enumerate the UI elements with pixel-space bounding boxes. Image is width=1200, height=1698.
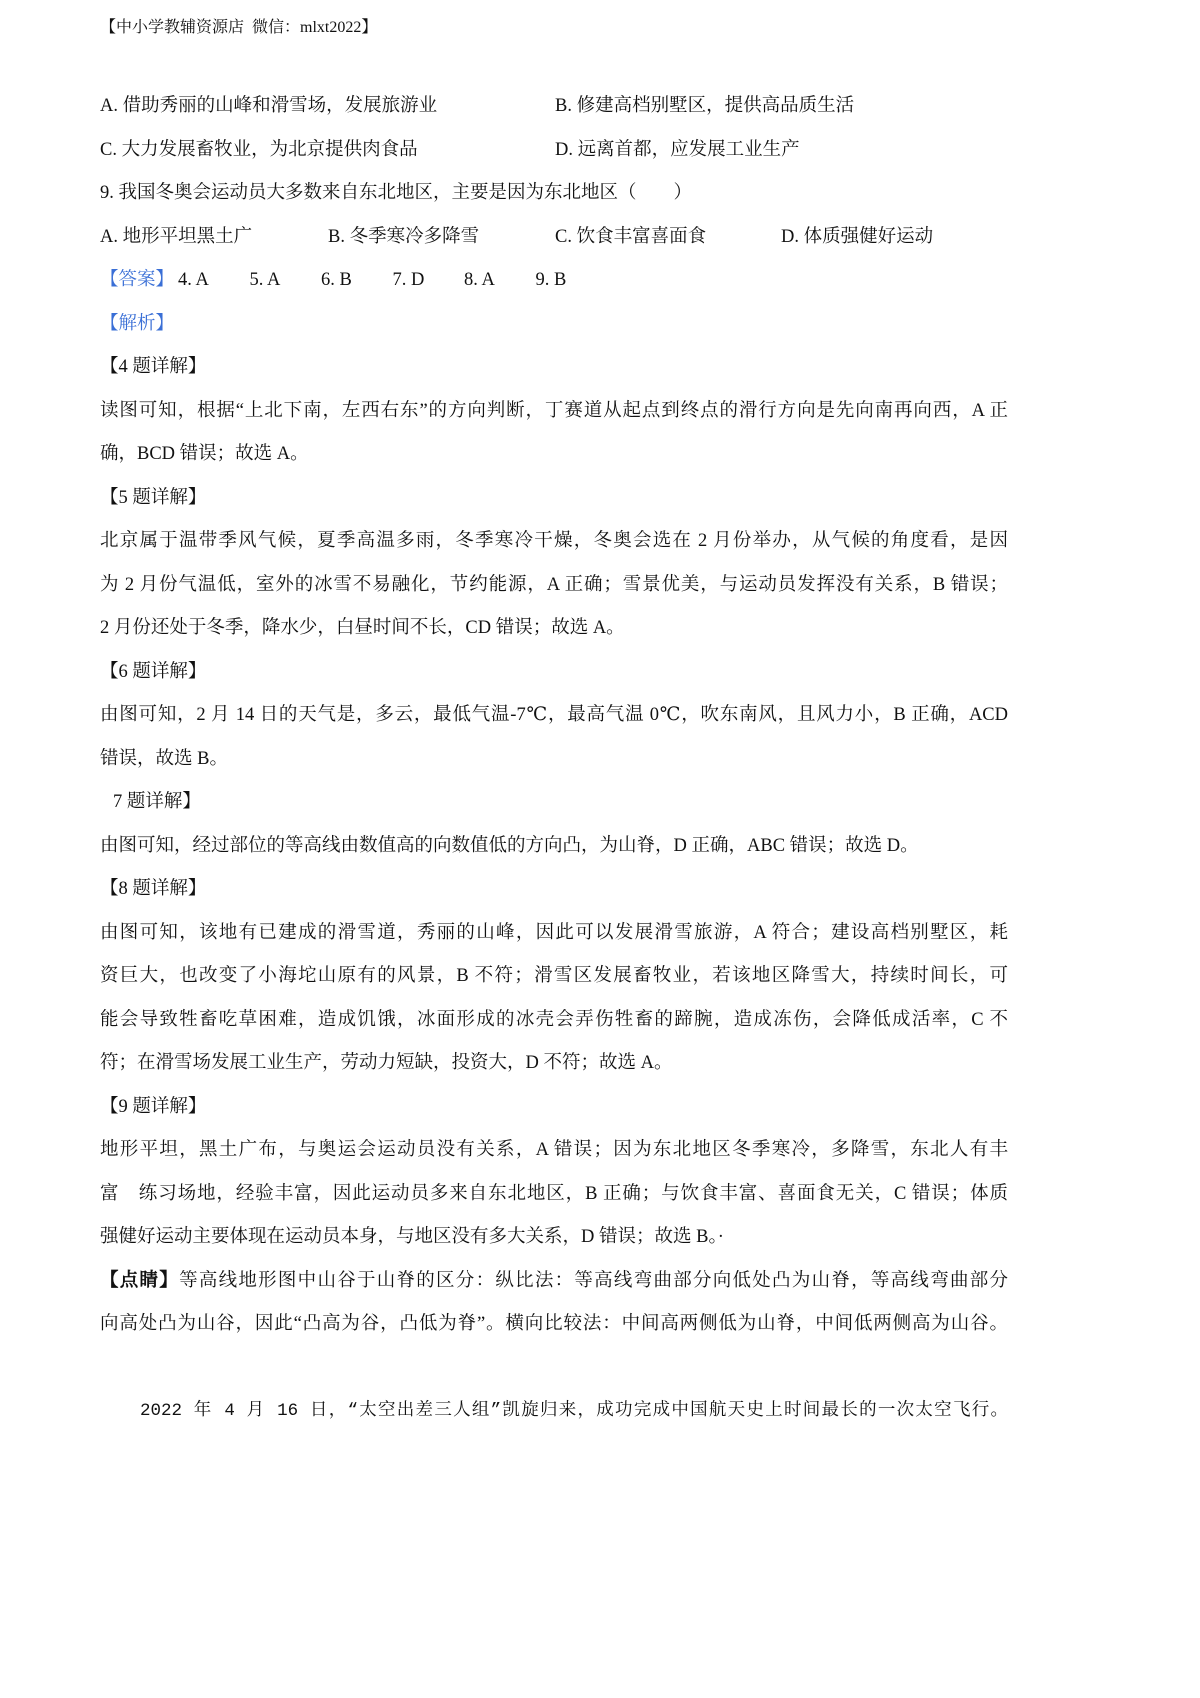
answer-row [100,259,1008,303]
detail-text-line: 2 月份还处于冬季，降水少，白昼时间不长，CD 错误；故选 A。 [100,618,625,638]
watermark-header: 【中小学教辅资源店 微信：mlxt2022】 [100,19,378,36]
detail-heading: 【8 题详解】 [100,879,207,899]
next-passage: 2022 年 4 月 16 日，“太空出差三人组”凯旋归来，成功完成中国航天史上时间最长的一次太空飞行。 [140,1401,1008,1421]
detail-text-line: 符；在滑雪场发展工业生产，劳动力短缺，投资大，D 不符；故选 A。 [100,1053,673,1073]
detail-text-line: 强健好运动主要体现在运动员本身，与地区没有多大关系，D 错误；故选 B。· [100,1227,724,1247]
answer-item: 8. A [464,270,495,290]
detail-text-line: 能会导致牲畜吃草困难，造成饥饿，冰面形成的冰壳会弄伤牲畜的蹄腕，造成冻伤，会降低成活率，C 不 [100,1009,1008,1030]
question-8-option-a: A. 借助秀丽的山峰和滑雪场，发展旅游业 [100,96,438,116]
detail-text-line: 资巨大，也改变了小海坨山原有的风景，B 不符；滑雪区发展畜牧业，若该地区降雪大，持续时间长，可 [100,966,1008,986]
question-9-option-a: A. 地形平坦黑土广 [100,226,253,247]
question-8-option-b: B. 修建高档别墅区，提供高品质生活 [555,96,855,116]
detail-heading: 【4 题详解】 [100,357,207,377]
question-9-stem: 9. 我国冬奥会运动员大多数来自东北地区，主要是因为东北地区（ ） [100,183,693,203]
analysis-label: 【解析】 [100,313,175,334]
detail-heading: 【5 题详解】 [100,487,207,508]
question-9-options-row [100,216,1008,260]
answer-item: 9. B [535,270,567,290]
detail-text-line: 由图可知，该地有已建成的滑雪道，秀丽的山峰，因此可以发展滑雪旅游，A 符合；建设高档别墅区，耗 [100,922,1008,943]
tip-line [100,1260,1008,1304]
question-8-option-c: C. 大力发展畜牧业，为北京提供肉食品 [100,139,418,160]
question-9-option-b: B. 冬季寒冷多降雪 [328,226,480,247]
detail-text-line: 地形平坦，黑土广布，与奥运会运动员没有关系，A 错误；因为东北地区冬季寒冷，多降雪，东北人有丰 [100,1140,1008,1160]
detail-heading: 【9 题详解】 [100,1096,207,1117]
detail-text-line: 由图可知，经过部位的等高线由数值高的向数值低的方向凸，为山脊，D 正确，ABC 错误；故选 D。 [100,835,919,856]
detail-text-line: 读图可知，根据“上北下南，左西右东”的方向判断，丁赛道从起点到终点的滑行方向是先向南再向西，A 正 [100,400,1008,421]
question-8-options-row-2 [100,129,1008,173]
question-8-options-row-1 [100,85,1008,129]
answer-item: 6. B [321,270,352,290]
tip-text: 等高线地形图中山谷于山脊的区分：纵比法：等高线弯曲部分向低处凸为山脊，等高线弯曲部分 [179,1270,1008,1291]
question-9-option-c: C. 饮食丰富喜面食 [555,226,707,247]
detail-text-line: 为 2 月份气温低，室外的冰雪不易融化，节约能源，A 正确；雪景优美，与运动员发挥没有关系，B 错误； [100,574,1008,595]
tip-label: 【点睛】 [100,1270,180,1291]
answer-item: 4. A [178,270,209,290]
detail-text-line: 北京属于温带季风气候，夏季高温多雨，冬季寒冷干燥，冬奥会选在 2 月份举办，从气候的角度看，是因 [100,531,1008,551]
answer-label: 【答案】 [100,270,175,290]
answer-sheet-content [100,85,1008,1434]
blank-spacer [100,1347,1008,1391]
detail-heading: 【6 题详解】 [100,661,207,682]
detail-text-line: 由图可知，2 月 14 日的天气是，多云，最低气温-7℃，最高气温 0℃，吹东南风，且风力小，B 正确，ACD [100,705,1009,725]
question-9-option-d: D. 体质强健好运动 [781,226,934,247]
detail-text-line: 确，BCD 错误；故选 A。 [100,444,309,464]
answer-item: 7. D [392,270,425,290]
detail-heading: 7 题详解】 [113,792,201,812]
detail-text-line: 富 练习场地，经验丰富，因此运动员多来自东北地区，B 正确；与饮食丰富、喜面食无关，C 错误；体质 [100,1183,1008,1204]
question-8-option-d: D. 远离首都，应发展工业生产 [555,139,800,160]
detail-text-line: 错误，故选 B。 [100,748,228,769]
answer-item: 5. A [249,270,281,290]
tip-line: 向高处凸为山谷，因此“凸高为谷，凸低为脊”。横向比较法：中间高两侧低为山脊，中间低两侧高为山谷。 [100,1314,1008,1334]
